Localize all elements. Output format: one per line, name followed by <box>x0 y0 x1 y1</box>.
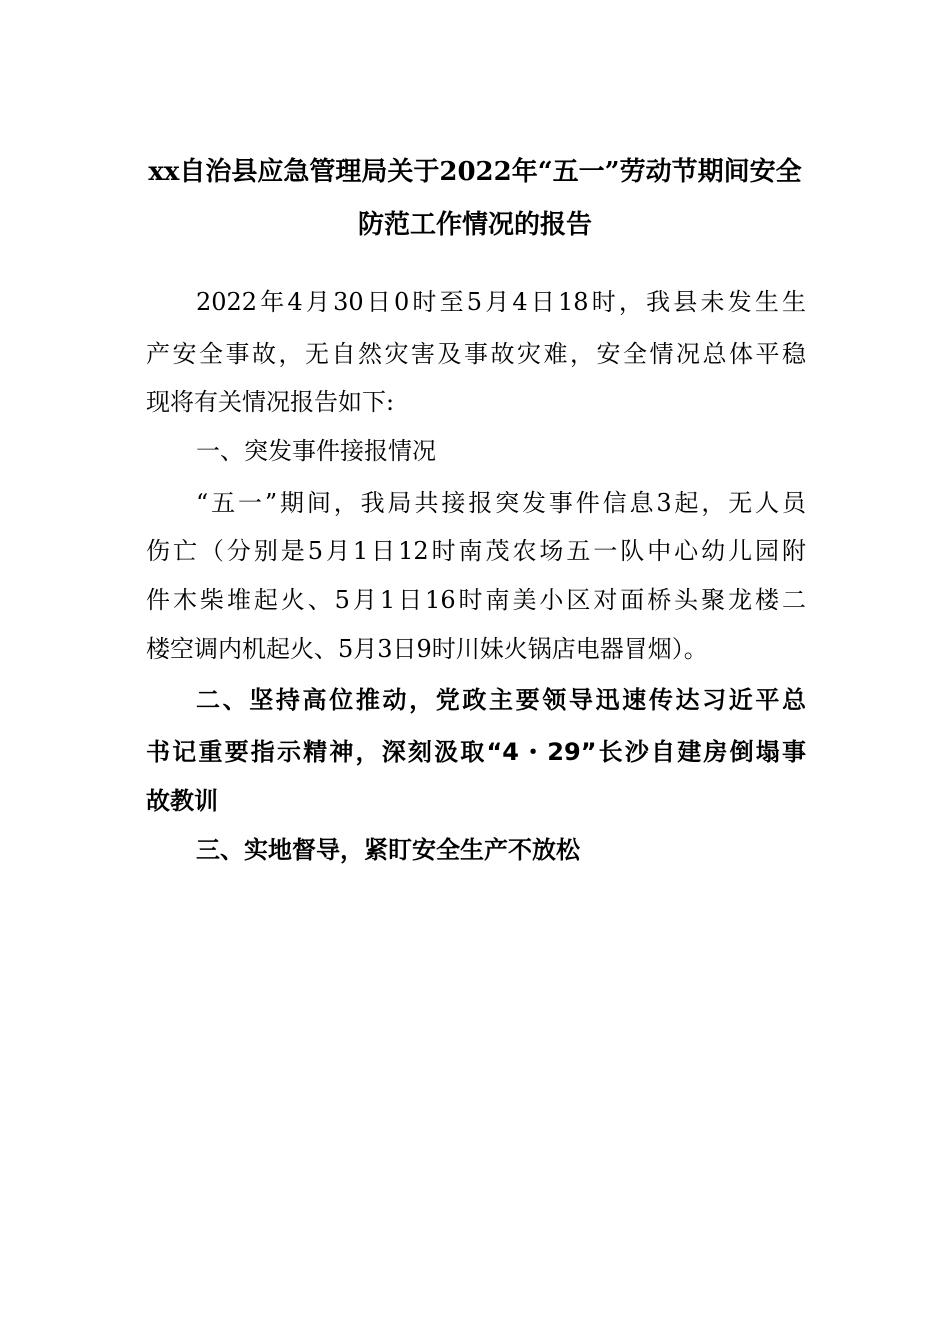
intro-line-1: 2022年4月30日0时至5月4日18时，我县未发生生 <box>196 288 806 316</box>
section-3-heading: 三、实地督导，紧盯安全生产不放松 <box>196 836 580 864</box>
section-1-body-line-2: 伤亡（分别是5月1日12时南茂农场五一队中心幼儿园附 <box>146 537 806 565</box>
intro-line-2: 产安全事故，无自然灾害及事故灾难，安全情况总体平稳 <box>146 340 806 368</box>
section-2-heading-line-1: 二、坚持高位推动，党政主要领导迅速传达习近平总 <box>196 686 806 714</box>
document-title-line-1: xx自治县应急管理局关于2022年“五一”劳动节期间安全 <box>148 157 802 187</box>
intro-line-3: 现将有关情况报告如下: <box>146 388 395 416</box>
section-1-body-line-1: “五一”期间，我局共接报突发事件信息3起，无人员 <box>196 489 806 517</box>
section-2-heading-line-3: 故教训 <box>146 787 218 815</box>
section-1-body-line-4: 楼空调内机起火、5月3日9时川妹火锅店电器冒烟）。 <box>146 635 708 663</box>
section-1-heading: 一、突发事件接报情况 <box>196 437 436 465</box>
section-2-heading-line-2: 书记重要指示精神，深刻汲取“4・29”长沙自建房倒塌事 <box>146 738 806 766</box>
document-title-line-2: 防范工作情况的报告 <box>357 210 592 240</box>
section-1-body-line-3: 件木柴堆起火、5月1日16时南美小区对面桥头聚龙楼二 <box>146 586 806 614</box>
